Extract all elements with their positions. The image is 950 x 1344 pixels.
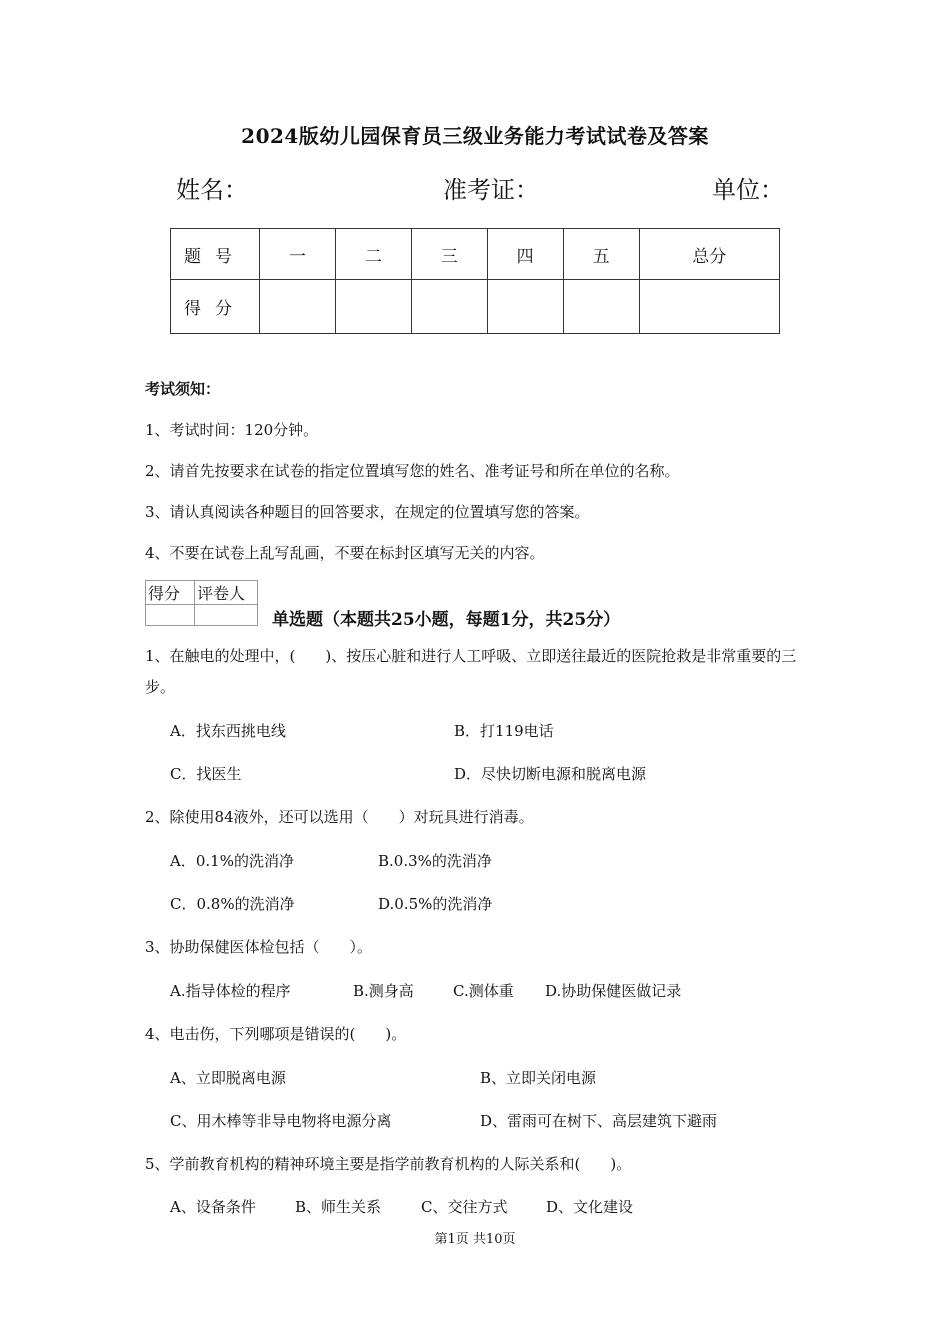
- candidate-info-row: [0, 170, 950, 206]
- option: C．0.8%的洗消净: [170, 895, 295, 913]
- score-header-cell: 四: [487, 229, 563, 280]
- option: D、雷雨可在树下、高层建筑下避雨: [480, 1112, 718, 1130]
- question-text: 5、学前教育机构的精神环境主要是指学前教育机构的人际关系和( )。: [145, 1155, 632, 1173]
- score-table-header-row: [171, 229, 780, 280]
- score-header-cell: 一: [260, 229, 336, 280]
- notice-item: 1、考试时间：120分钟。: [145, 421, 319, 439]
- section-title: 单选题（本题共25小题，每题1分，共25分）: [272, 610, 621, 630]
- score-table: [170, 228, 780, 334]
- notice-item: 2、请首先按要求在试卷的指定位置填写您的姓名、准考证号和所在单位的名称。: [145, 462, 680, 480]
- page-number: 第1页 共10页: [434, 1232, 516, 1247]
- score-cell: [487, 280, 563, 334]
- exam-title: 2024版幼儿园保育员三级业务能力考试试卷及答案: [241, 124, 709, 148]
- grader-score-cell: [146, 605, 195, 626]
- score-header-cell: 五: [563, 229, 639, 280]
- unit-label: 单位：: [712, 176, 784, 204]
- option: C、交往方式: [421, 1198, 508, 1216]
- option: A．0.1%的洗消净: [170, 852, 294, 870]
- score-row-label: 得分: [171, 280, 260, 334]
- grader-name-cell: [195, 605, 258, 626]
- option: A、立即脱离电源: [170, 1069, 286, 1087]
- option: C.测体重: [453, 982, 514, 1000]
- question-text: 4、电击伤，下列哪项是错误的( )。: [145, 1025, 407, 1043]
- score-header-cell: 总分: [639, 229, 779, 280]
- exam-number-label: 准考证：: [443, 176, 539, 204]
- option: A．找东西挑电线: [170, 722, 286, 740]
- question-text: 1、在触电的处理中，( )、按压心脏和进行人工呼吸、立即送往最近的医院抢救是非常重要的三步。: [145, 647, 797, 696]
- question-text: 3、协助保健医体检包括（ ）。: [145, 938, 373, 956]
- grader-table: [145, 580, 258, 626]
- option: D．尽快切断电源和脱离电源: [454, 765, 647, 783]
- option: B．打119电话: [454, 722, 554, 740]
- grader-name-label: 评卷人: [195, 581, 258, 605]
- name-label: 姓名：: [176, 176, 248, 204]
- score-table-score-row: [171, 280, 780, 334]
- notice-item: 4、不要在试卷上乱写乱画，不要在标封区填写无关的内容。: [145, 544, 545, 562]
- grader-score-label: 得分: [146, 581, 195, 605]
- score-header-cell: 二: [335, 229, 411, 280]
- score-cell: [563, 280, 639, 334]
- score-cell: [411, 280, 487, 334]
- option: C、用木棒等非导电物将电源分离: [170, 1112, 392, 1130]
- option: B、师生关系: [295, 1198, 382, 1216]
- notice-title: 考试须知：: [145, 380, 221, 398]
- score-header-cell: 题号: [171, 229, 260, 280]
- score-cell: [335, 280, 411, 334]
- notice-item: 3、请认真阅读各种题目的回答要求，在规定的位置填写您的答案。: [145, 503, 590, 521]
- option: A、设备条件: [170, 1198, 256, 1216]
- score-cell: [639, 280, 779, 334]
- option: D、文化建设: [546, 1198, 634, 1216]
- score-header-cell: 三: [411, 229, 487, 280]
- option: B.测身高: [353, 982, 414, 1000]
- option: D.协助保健医做记录: [545, 982, 682, 1000]
- score-cell: [260, 280, 336, 334]
- option: C．找医生: [170, 765, 242, 783]
- option: B、立即关闭电源: [480, 1069, 597, 1087]
- option: A.指导体检的程序: [170, 982, 291, 1000]
- option: D.0.5%的洗消净: [378, 895, 493, 913]
- question-text: 2、除使用84液外，还可以选用（ ）对玩具进行消毒。: [145, 808, 534, 826]
- option: B.0.3%的洗消净: [378, 852, 492, 870]
